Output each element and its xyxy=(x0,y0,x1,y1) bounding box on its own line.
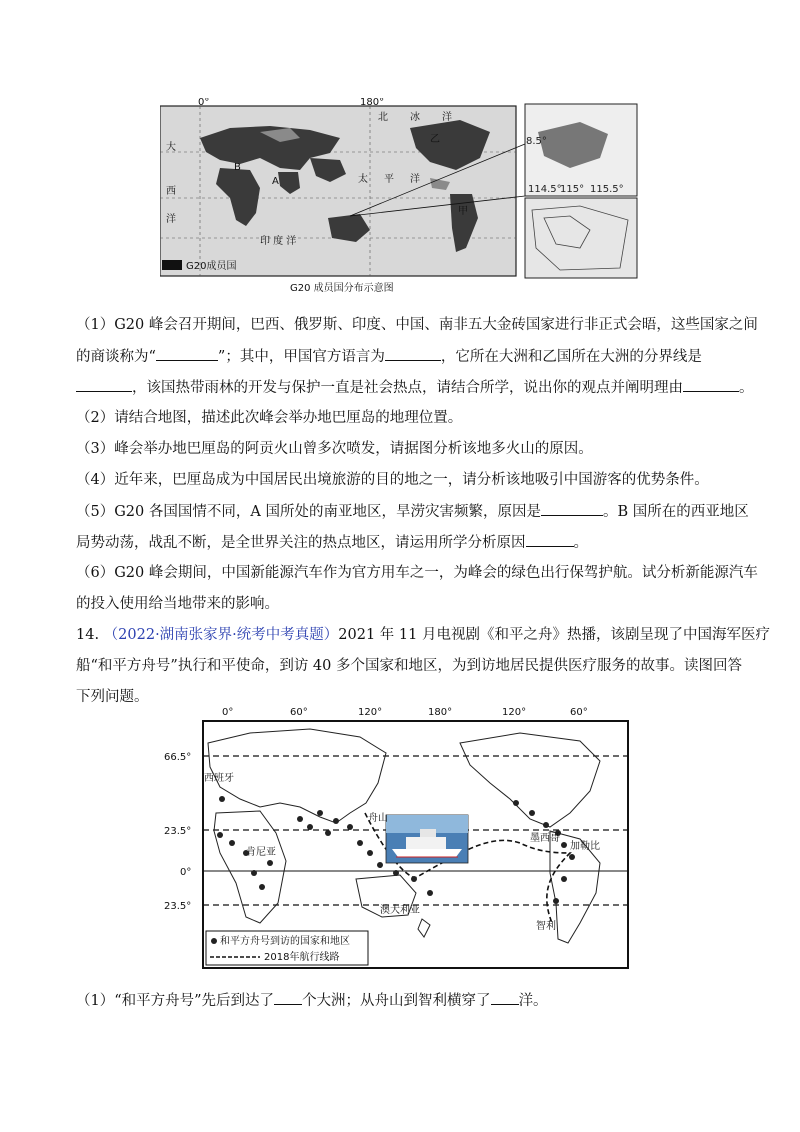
answer-blank[interactable] xyxy=(385,346,441,361)
map2-lon-0: 0° xyxy=(222,707,234,718)
place-spain: 西班牙 xyxy=(204,773,234,784)
q14-text-b: 船“和平方舟号”执行和平使命，到访 40 多个国家和地区，为到访地居民提供医疗服务的故事。读图回答 xyxy=(76,658,742,674)
place-mexico: 墨西哥 xyxy=(530,833,560,844)
ocean-label-da: 大 xyxy=(166,142,176,153)
place-zhoushan: 舟山 xyxy=(368,813,388,824)
answer-blank[interactable] xyxy=(526,532,574,547)
peace-ark-map-figure xyxy=(160,703,640,973)
q13-part1-text-a: （1）G20 峰会召开期间，巴西、俄罗斯、印度、中国、南非五大金砖国家进行非正式会晤，这些国家之间 xyxy=(76,317,758,333)
ocean-label-ping: 平 xyxy=(384,174,394,185)
ocean-label-yang1: 洋 xyxy=(442,112,452,123)
q13-part3-text: （3）峰会举办地巴厘岛的阿贡火山曾多次喷发，请据图分析该地多火山的原因。 xyxy=(76,441,593,457)
g20-map xyxy=(160,98,640,296)
legend-swatch xyxy=(162,260,182,270)
q13-part6-line2 xyxy=(76,594,279,614)
q13-part1-line2 xyxy=(76,346,702,367)
legend-route-label: 2018年航行线路 xyxy=(264,952,340,963)
legend-label: G20成员国 xyxy=(186,261,237,272)
country-mark-b: B xyxy=(234,162,241,173)
country-mark-yi: 乙 xyxy=(430,134,440,145)
map2-lon-120w: 120° xyxy=(502,707,527,718)
place-caribbean: 加勒比 xyxy=(570,841,600,852)
map2-lon-60w: 60° xyxy=(570,707,588,718)
inset-coord-lat: 8.5° xyxy=(526,136,547,147)
q14-line2 xyxy=(76,656,742,676)
ocean-label-yang2: 洋 xyxy=(410,174,420,185)
ocean-label-xi: 西 xyxy=(166,186,176,197)
q13-part1-line3 xyxy=(76,377,754,398)
peace-ark-map xyxy=(160,703,640,973)
q14-number: 14. xyxy=(76,627,100,643)
q13-part5-text-a-pre: （5）G20 各国国情不同，A 国所处的南亚地区，旱涝灾害频繁，原因是 xyxy=(76,504,541,520)
inset-coord-1: 114.5° xyxy=(528,184,562,195)
country-mark-a: A xyxy=(272,176,279,187)
legend-pins-label: 和平方舟号到访的国家和地区 xyxy=(220,936,350,947)
map2-lon-120: 120° xyxy=(358,707,383,718)
q14-sub1 xyxy=(76,990,548,1011)
map1-lon0-label: 0° xyxy=(198,98,210,108)
q13-part2 xyxy=(76,408,462,428)
answer-blank[interactable] xyxy=(541,501,603,516)
answer-blank[interactable] xyxy=(274,990,302,1005)
map2-lat-66: 66.5° xyxy=(164,752,192,763)
answer-blank[interactable] xyxy=(491,990,519,1005)
ocean-label-indian: 印 度 洋 xyxy=(260,236,297,247)
q14-text-a: 2021 年 11 月电视剧《和平之舟》热播，该剧呈现了中国海军医疗 xyxy=(338,627,770,643)
answer-blank[interactable] xyxy=(156,346,218,361)
map2-lat-23n: 23.5° xyxy=(164,826,192,837)
answer-blank[interactable] xyxy=(683,377,739,392)
q13-part2-text: （2）请结合地图，描述此次峰会举办地巴厘岛的地理位置。 xyxy=(76,410,463,426)
q13-part1-line1 xyxy=(76,315,758,335)
country-mark-jia: 甲 xyxy=(458,206,468,217)
map2-lon-60: 60° xyxy=(290,707,308,718)
q14-sub1-text-post: 洋。 xyxy=(518,993,548,1009)
hospital-ship-image xyxy=(386,815,468,863)
inset-coord-3: 115.5° xyxy=(590,184,624,195)
ocean-label-bing: 冰 xyxy=(410,112,420,123)
q13-part4 xyxy=(76,470,709,490)
place-kenya: 肯尼亚 xyxy=(246,847,276,858)
q13-part1-text-c: ，该国热带雨林的开发与保护一直是社会热点，请结合所学，说出你的观点并阐明理由 xyxy=(132,380,683,396)
inset-coord-2: 115° xyxy=(560,184,585,195)
q13-part1-text-b-mid2: ，它所在大洲和乙国所在大洲的分界线是 xyxy=(440,349,702,365)
q13-part5-text-b-post: 。 xyxy=(573,535,588,551)
q14-sub1-text-pre: （1）“和平方舟号”先后到达了 xyxy=(76,993,275,1009)
answer-blank[interactable] xyxy=(76,377,132,392)
place-australia: 澳大利亚 xyxy=(380,905,420,916)
ocean-label-tai: 太 xyxy=(358,174,368,185)
map1-lon180-label: 180° xyxy=(360,98,385,108)
q13-part5-text-a-post: 。B 国所在的西亚地区 xyxy=(602,504,749,520)
q13-part1-text-b-pre: 的商谈称为“ xyxy=(76,349,156,365)
q13-part3 xyxy=(76,439,593,459)
q14-line3 xyxy=(76,687,149,707)
place-chile: 智利 xyxy=(536,921,556,932)
map2-lon-180: 180° xyxy=(428,707,453,718)
q13-part6-text-b: 的投入使用给当地带来的影响。 xyxy=(76,596,279,612)
map1-caption: G20 成员国分布示意图 xyxy=(290,283,394,294)
q13-part1-text-b-mid1: ”；其中，甲国官方语言为 xyxy=(217,349,385,365)
q14-header-line xyxy=(76,625,770,645)
legend-pin-icon xyxy=(211,938,217,944)
ocean-label-yang3: 洋 xyxy=(166,214,176,225)
q13-part5-line1 xyxy=(76,501,749,522)
q14-source-link[interactable]: （2022·湖南张家界·统考中考真题） xyxy=(103,627,339,643)
map2-lat-23s: 23.5° xyxy=(164,901,192,912)
q13-part6-line1 xyxy=(76,563,758,583)
ocean-label-bei: 北 xyxy=(378,112,388,123)
q14-sub1-text-mid: 个大洲；从舟山到智利横穿了 xyxy=(302,993,491,1009)
q13-part5-text-b-pre: 局势动荡，战乱不断，是全世界关注的热点地区，请运用所学分析原因 xyxy=(76,535,526,551)
q13-part5-line2 xyxy=(76,532,588,553)
q13-part6-text-a: （6）G20 峰会期间，中国新能源汽车作为官方用车之一，为峰会的绿色出行保驾护航。试分析新能源汽车 xyxy=(76,565,758,581)
map2-lat-0: 0° xyxy=(180,867,192,878)
g20-map-figure xyxy=(160,98,640,296)
q14-text-c: 下列问题。 xyxy=(76,689,149,705)
q13-part1-text-c-end: 。 xyxy=(739,380,754,396)
q13-part4-text: （4）近年来，巴厘岛成为中国居民出境旅游的目的地之一，请分析该地吸引中国游客的优势条件。 xyxy=(76,472,709,488)
